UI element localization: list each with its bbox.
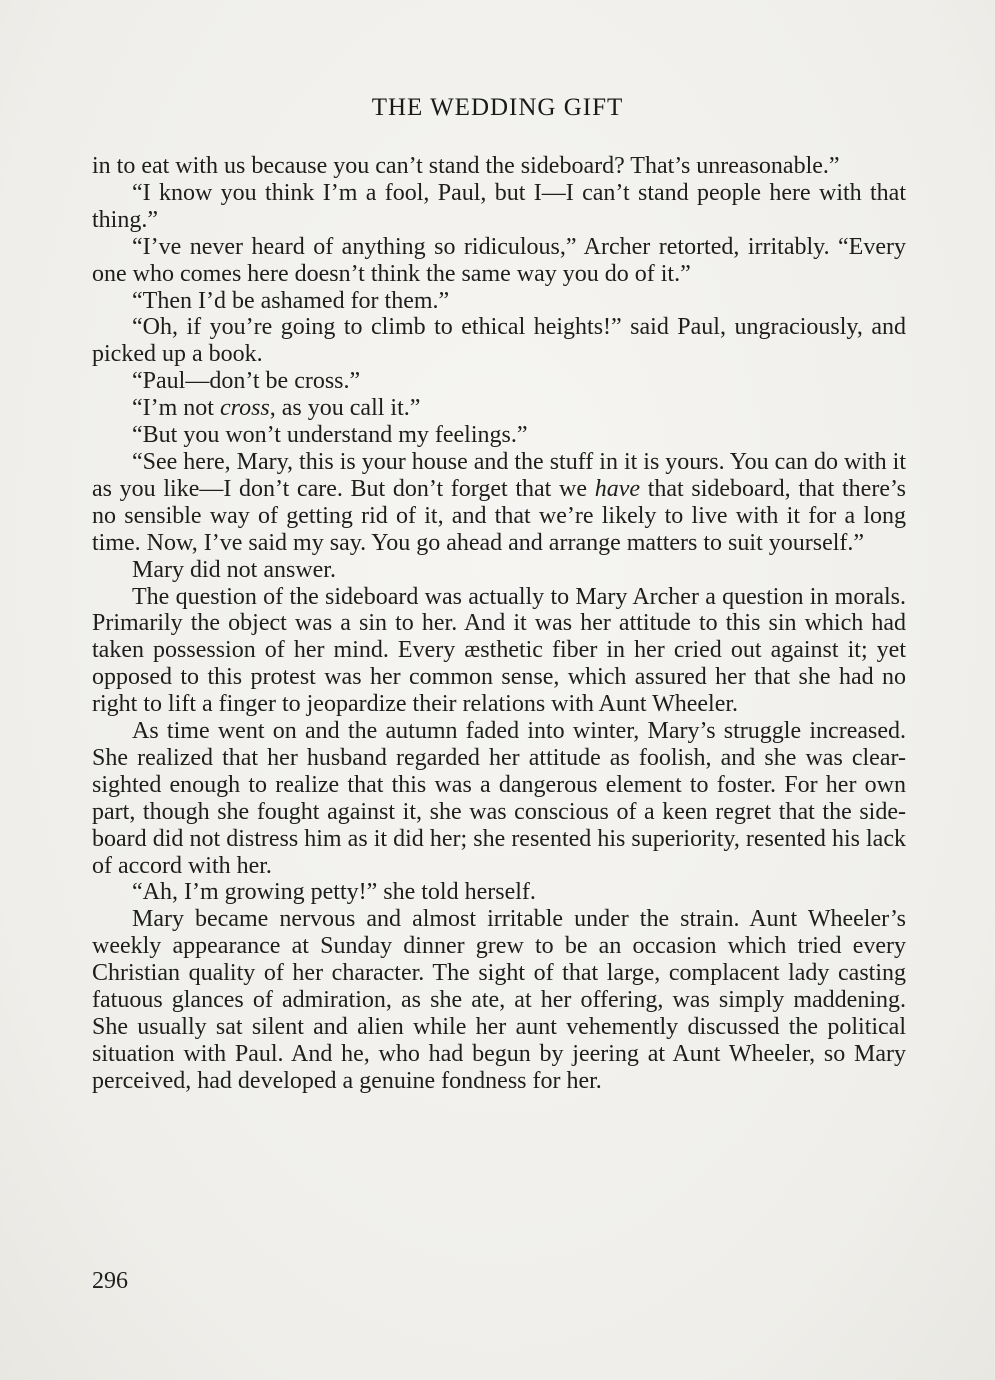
text-run: “Paul—don’t be cross.” — [132, 368, 361, 395]
paragraph — [92, 314, 906, 368]
paragraph — [92, 449, 906, 557]
text-run: “Oh, if you’re going to climb to ethical heights!” said Paul, ungraciously, and picked up a book. — [92, 314, 906, 368]
paragraph — [92, 395, 906, 422]
body-text — [92, 153, 906, 1095]
paragraph — [92, 422, 906, 449]
paragraph — [92, 288, 906, 315]
text-run: As time went on and the autumn faded into winter, Mary’s struggle increased. She realized that her husband regarded her attitude as foolish, and she was clear-sighted enough to realize that this was a dangerous element to foster. For her own part, though she fought against it, she was conscious of a keen regret that the sideboard did not distress him as it did her; she resented his superiority, resented his lack of accord with her. — [92, 718, 906, 879]
text-run: “But you won’t understand my feelings.” — [132, 422, 528, 449]
italic-text: have — [594, 475, 641, 502]
text-run: “I know you think I’m a fool, Paul, but I—I can’t stand people here with that thing.” — [92, 179, 906, 233]
text-run: “Ah, I’m growing petty!” she told herself. — [132, 879, 536, 906]
paragraph — [92, 584, 906, 719]
paragraph — [92, 557, 906, 584]
text-run: , as you call it.” — [269, 395, 421, 422]
paragraph — [92, 234, 906, 288]
paragraph — [92, 180, 906, 234]
page-number: 296 — [92, 1268, 128, 1294]
text-run: that sideboard, that there’s no sensible way of getting rid of it, and that we’re likely to live with it for a long time. Now, I’ve said my say. You go ahead and arrange matters to suit yourself.” — [92, 475, 906, 556]
italic-text: cross — [219, 395, 270, 422]
text-run: The question of the sideboard was actually to Mary Archer a question in morals. Primarily the object was a sin to her. And it was her attitude to this sin which had taken possession of her mind. Every æsthetic fiber in her cried out against it; yet opposed to this protest was her common sense, which assured her that she had no right to lift a finger to jeopardize their relations with Aunt Wheeler. — [92, 583, 906, 718]
paragraph — [92, 718, 906, 879]
text-run: “See here, Mary, this is your house and the stuff in it is yours. You can do with it as you like—I don’t care. But don’t forget that we — [92, 448, 906, 502]
text-run: “I’ve never heard of anything so ridiculous,” Archer retorted, irritably. “Every one who comes here doesn’t think the same way you do of it.” — [92, 233, 906, 287]
paragraph — [92, 879, 906, 906]
text-run: “Then I’d be ashamed for them.” — [132, 287, 450, 314]
paragraph — [92, 153, 906, 180]
text-run: Mary did not answer. — [132, 556, 336, 583]
paragraph — [92, 906, 906, 1094]
paragraph — [92, 368, 906, 395]
running-head: THE WEDDING GIFT — [371, 94, 624, 121]
text-run: “I’m not — [132, 395, 220, 422]
text-run: Mary became nervous and almost irritable under the strain. Aunt Wheeler’s weekly appearance at Sunday dinner grew to be an occasion which tried every Christian quality of her character. The sight of that large, complacent lady casting fatuous glances of admiration, as she ate, at her offering, was simply maddening. She usually sat silent and alien while her aunt vehemently discussed the political situation with Paul. And he, who had begun by jeering at Aunt Wheeler, so Mary perceived, had developed a genuine fondness for her. — [92, 906, 906, 1094]
text-run: in to eat with us because you can’t stand the sideboard? That’s unreasonable.” — [92, 153, 840, 179]
